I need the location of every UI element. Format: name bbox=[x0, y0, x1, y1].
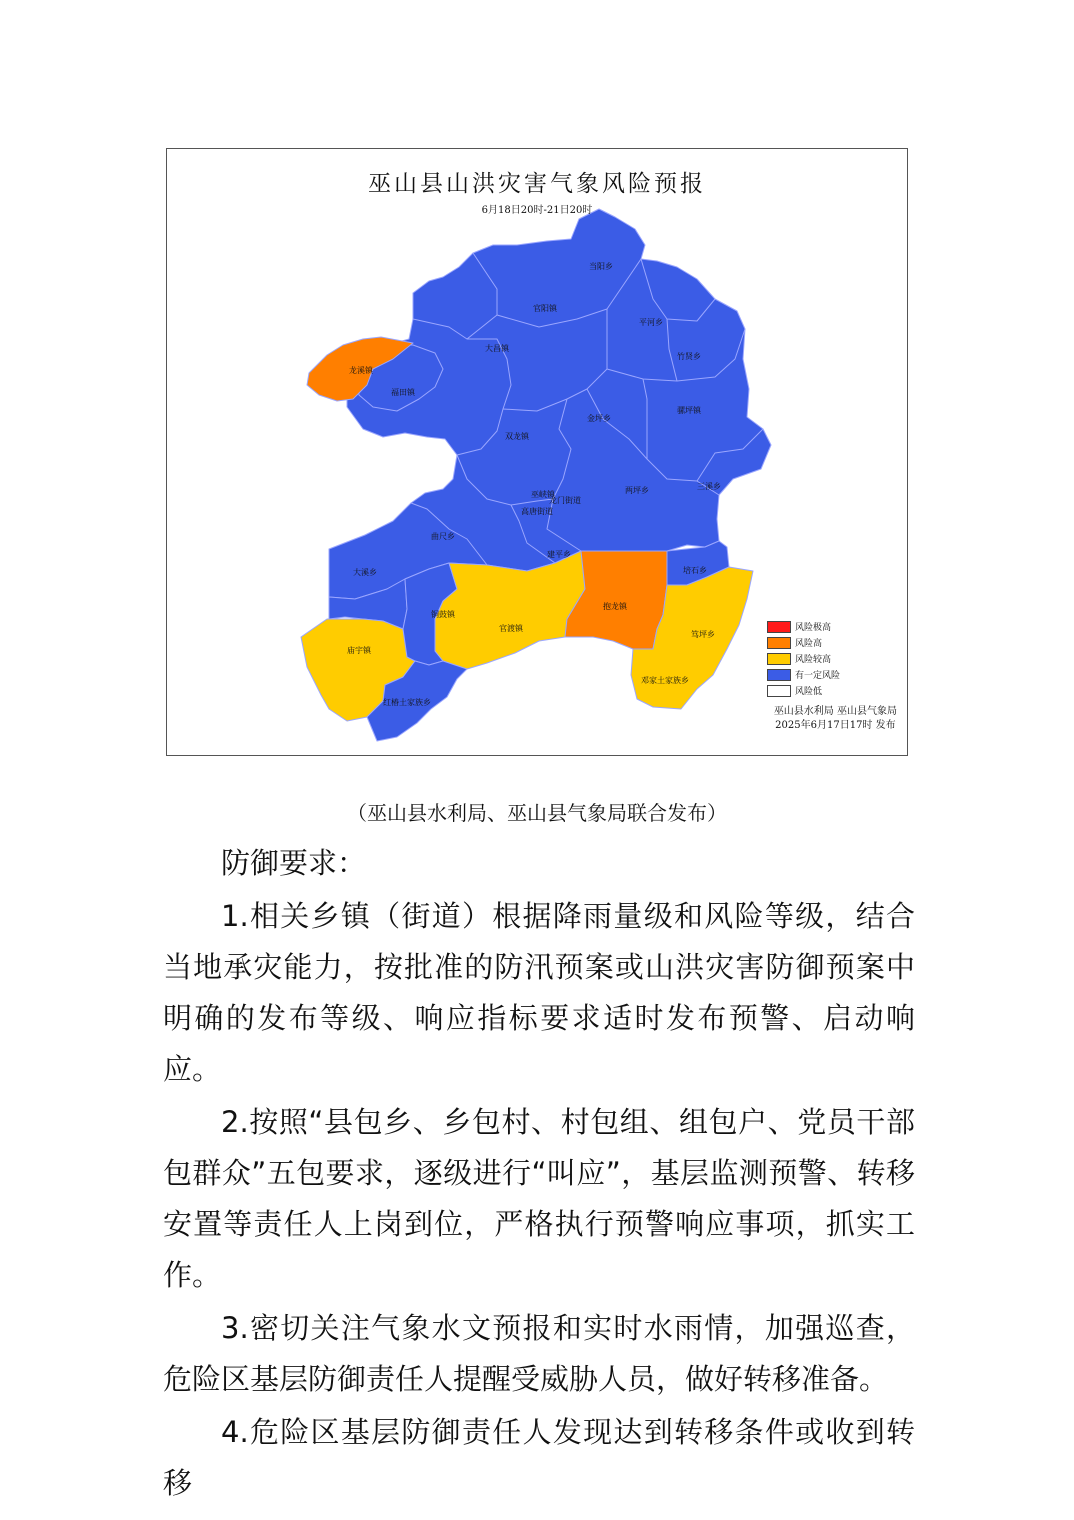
issuer-line1: 巫山县水利局 巫山县气象局 bbox=[773, 706, 897, 717]
legend-label: 有一定风险 bbox=[795, 671, 841, 681]
map-legend bbox=[767, 619, 840, 699]
legend-label: 风险极高 bbox=[795, 623, 832, 633]
legend-item bbox=[767, 635, 840, 650]
legend-label: 风险较高 bbox=[795, 655, 832, 665]
map-label-gaotang: 高唐街道 bbox=[521, 507, 553, 516]
map-caption: （巫山县水利局、巫山县气象局联合发布） bbox=[347, 801, 727, 825]
map-label-jianping: 建平乡 bbox=[547, 550, 571, 559]
map-label-jinping: 金坪乡 bbox=[587, 414, 611, 423]
map-label-guandu: 官渡镇 bbox=[499, 624, 523, 633]
map-subtitle: 6月18日20时-21日20时 bbox=[481, 205, 593, 216]
legend-item bbox=[767, 619, 840, 634]
paragraph-2: 2.按照“县包乡、乡包村、村包组、组包户、党员干部包群众”五包要求，逐级进行“叫应”，基层监测预警、转移安置等责任人上岗到位，严格执行预警响应事项，抓实工作。 bbox=[163, 1105, 915, 1292]
map-label-shuanglong: 双龙镇 bbox=[505, 432, 529, 441]
map-label-quchi: 曲尺乡 bbox=[431, 532, 455, 541]
map-label-fuquan: 福田镇 bbox=[391, 388, 415, 397]
legend-label: 风险低 bbox=[795, 687, 823, 697]
legend-item bbox=[767, 683, 840, 698]
map-label-wuxia: 巫峡镇 bbox=[531, 490, 555, 499]
flood-risk-map bbox=[166, 148, 908, 756]
region-guandu bbox=[435, 551, 585, 669]
legend-swatch-high bbox=[767, 637, 791, 649]
map-label-daxi: 大溪乡 bbox=[353, 568, 377, 577]
map-label-zhuxian: 竹贤乡 bbox=[677, 352, 701, 361]
map-label-liangping: 两坪乡 bbox=[625, 486, 649, 495]
map-label-tonggu: 铜鼓镇 bbox=[431, 610, 455, 619]
map-label-hongchun: 红椿土家族乡 bbox=[383, 698, 431, 707]
paragraph-3: 3.密切关注气象水文预报和实时水雨情，加强巡查，危险区基层防御责任人提醒受威胁人员，做好转移准备。 bbox=[163, 1311, 915, 1396]
legend-item bbox=[767, 667, 840, 682]
section-heading: 防御要求： bbox=[221, 846, 367, 880]
map-title: 巫山县山洪灾害气象风险预报 bbox=[368, 171, 706, 197]
paragraph-1: 1.相关乡镇（街道）根据降雨量级和风险等级，结合当地承灾能力，按批准的防汛预案或山洪灾害防御预案中明确的发布等级、响应指标要求适时发布预警、启动响应。 bbox=[163, 899, 915, 1086]
issuer-line2: 2025年6月17日17时 发布 bbox=[775, 720, 896, 731]
map-label-longmen: 龙门街道 bbox=[549, 496, 581, 505]
map-label-dachang: 大昌镇 bbox=[485, 344, 509, 353]
map-label-duping: 笃坪乡 bbox=[691, 630, 715, 639]
legend-swatch-some bbox=[767, 669, 791, 681]
legend-swatch-relatively-high bbox=[767, 653, 791, 665]
map-label-dengjia: 邓家土家族乡 bbox=[641, 676, 689, 685]
paragraph-4: 4.危险区基层防御责任人发现达到转移条件或收到转移 bbox=[163, 1415, 915, 1500]
legend-swatch-low bbox=[767, 685, 791, 697]
map-label-miaoyu: 庙宇镇 bbox=[347, 646, 371, 655]
legend-swatch-very-high bbox=[767, 621, 791, 633]
legend-item bbox=[767, 651, 840, 666]
map-label-luoping: 骡坪镇 bbox=[677, 406, 701, 415]
map-label-baolong: 抱龙镇 bbox=[603, 602, 627, 611]
map-label-peishi: 培石乡 bbox=[683, 566, 707, 575]
map-label-sanxi: 三溪乡 bbox=[697, 482, 721, 491]
legend-label: 风险高 bbox=[795, 639, 823, 649]
map-label-pinghe: 平河乡 bbox=[639, 318, 663, 327]
document-body bbox=[163, 838, 915, 1509]
map-label-guanyang: 官阳镇 bbox=[533, 304, 557, 313]
map-label-dangyang: 当阳乡 bbox=[589, 262, 613, 271]
map-issuer bbox=[774, 705, 897, 733]
map-label-longxi: 龙溪镇 bbox=[349, 366, 373, 375]
